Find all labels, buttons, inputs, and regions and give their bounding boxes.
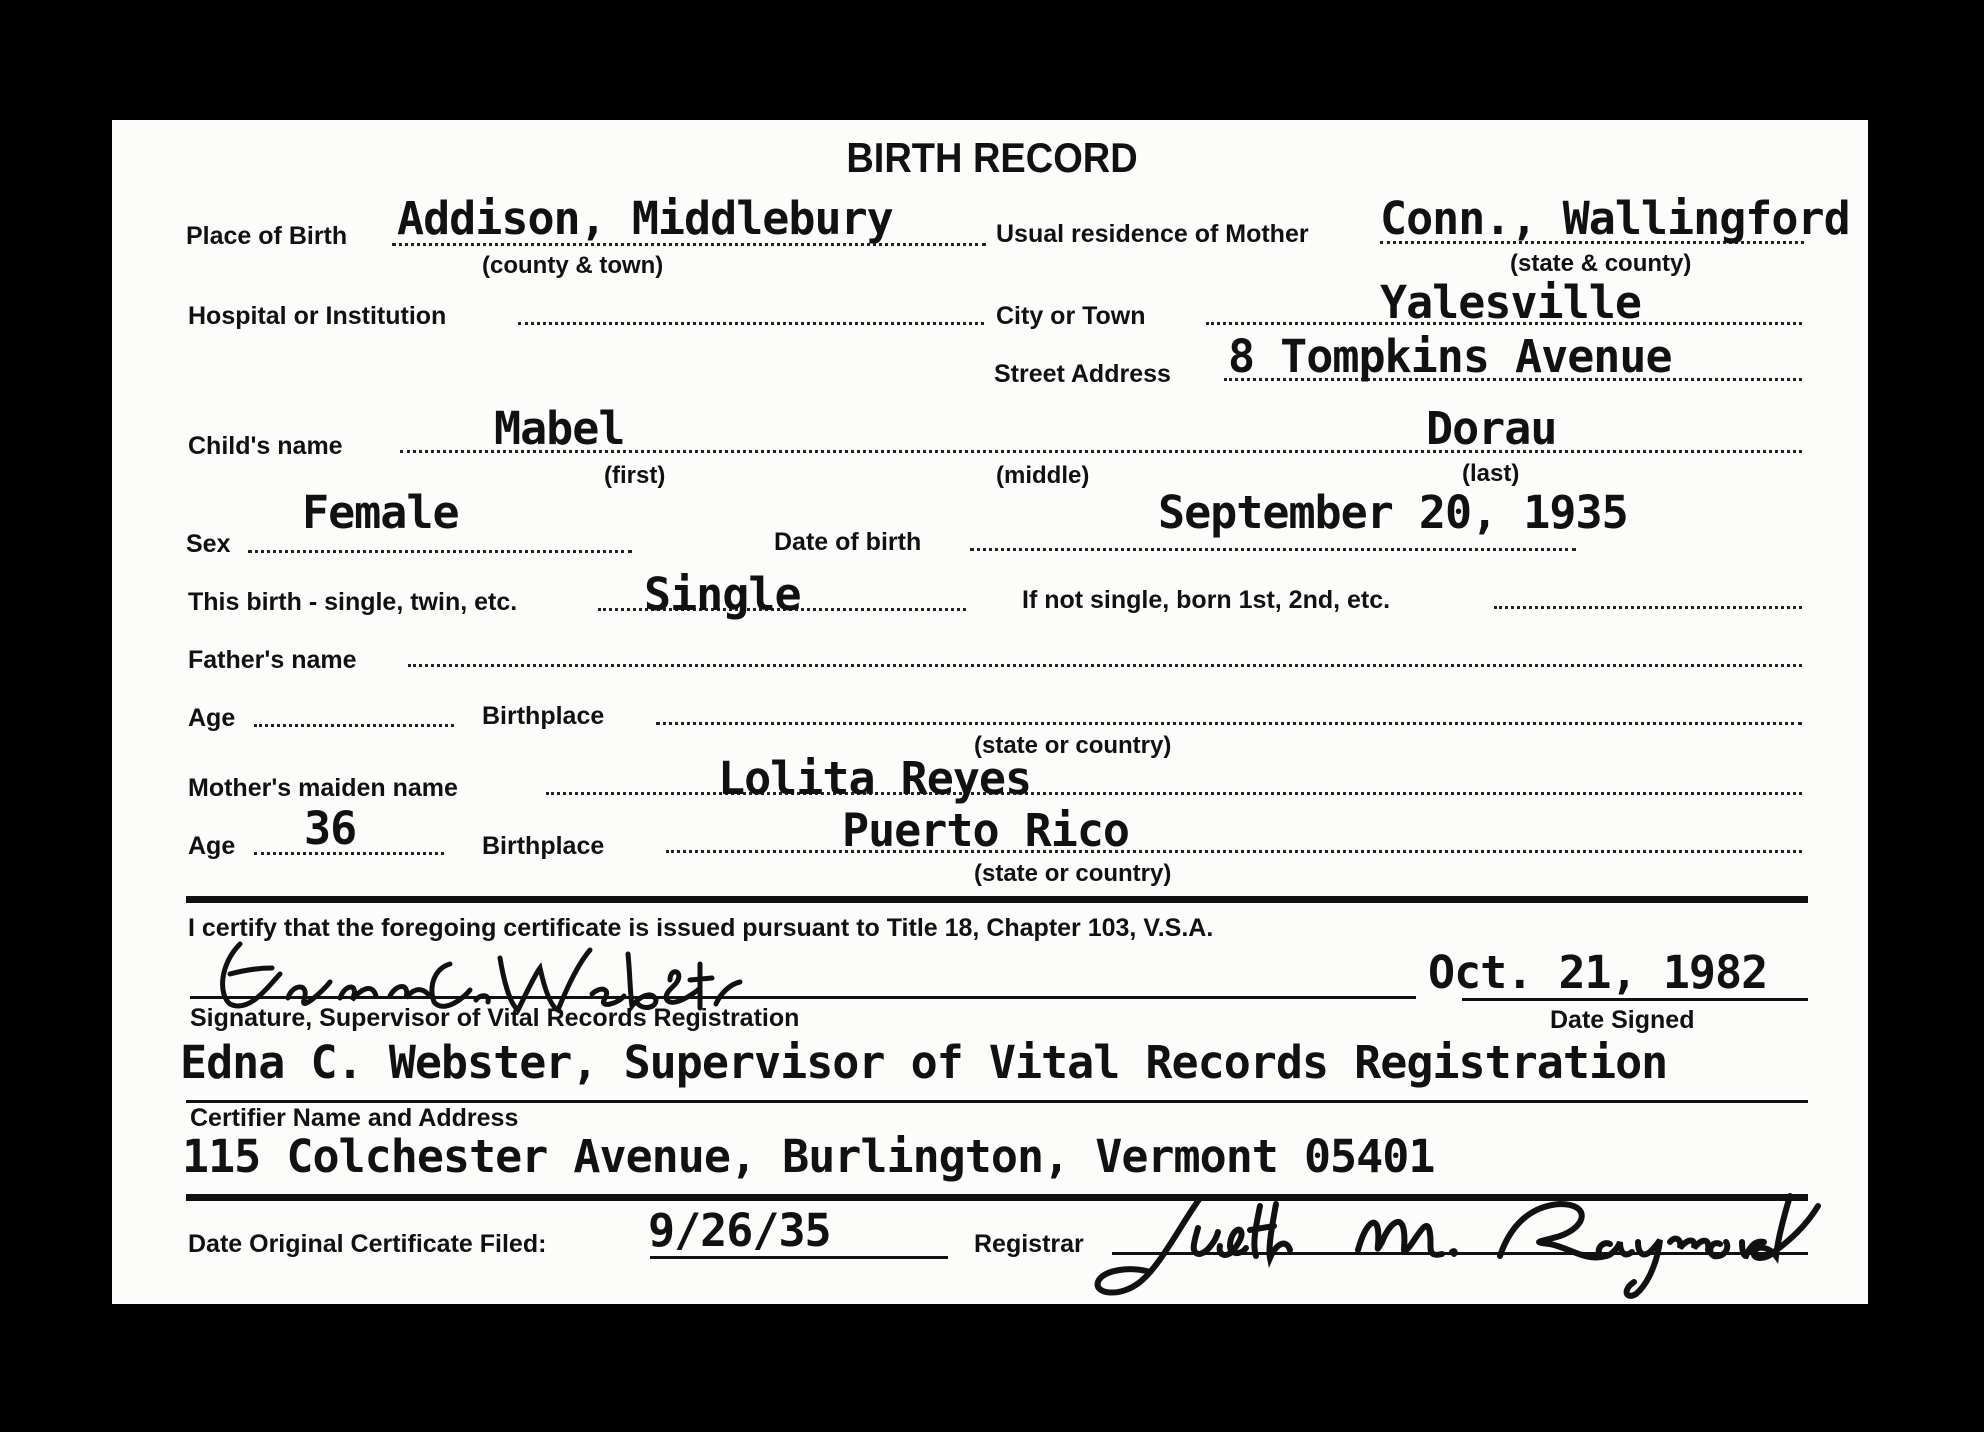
date-signed-line: [1462, 998, 1808, 1001]
registrar-label: Registrar: [974, 1230, 1084, 1258]
this-birth-label: This birth - single, twin, etc.: [188, 588, 518, 616]
date-of-birth-value: September 20, 1935: [1158, 486, 1628, 539]
mother-birthplace-value: Puerto Rico: [842, 804, 1130, 857]
registrar-signature: [1090, 1186, 1830, 1306]
signature-line: [190, 996, 1416, 999]
this-birth-value: Single: [644, 568, 801, 621]
fathers-name-line: [408, 664, 1802, 667]
hospital-line: [518, 322, 984, 325]
state-or-country-caption-2: (state or country): [974, 860, 1172, 887]
certify-statement: I certify that the foregoing certificate is issued pursuant to Title 18, Chapter 103, V.S.A.: [188, 914, 1214, 942]
middle-caption: (middle): [996, 462, 1090, 489]
mother-birthplace-label: Birthplace: [482, 832, 605, 860]
certifier-label: Certifier Name and Address: [190, 1104, 519, 1132]
father-age-line: [254, 724, 454, 727]
certifier-name-value: Edna C. Webster, Supervisor of Vital Records Registration: [180, 1036, 1668, 1089]
document-title: BIRTH RECORD: [846, 135, 1138, 183]
hospital-label: Hospital or Institution: [188, 302, 447, 330]
certifier-name-line: [186, 1100, 1808, 1103]
father-birthplace-label: Birthplace: [482, 702, 605, 730]
date-filed-label: Date Original Certificate Filed:: [188, 1230, 547, 1258]
street-address-value: 8 Tompkins Avenue: [1228, 330, 1672, 383]
usual-residence-label: Usual residence of Mother: [996, 220, 1309, 248]
fathers-name-label: Father's name: [188, 646, 357, 674]
signature-label: Signature, Supervisor of Vital Records Registration: [190, 1004, 800, 1032]
place-of-birth-label: Place of Birth: [186, 222, 348, 250]
first-caption: (first): [604, 462, 666, 489]
father-birthplace-line: [656, 722, 1802, 725]
county-town-caption: (county & town): [482, 252, 664, 279]
last-caption: (last): [1462, 460, 1520, 487]
mothers-maiden-name-value: Lolita Reyes: [718, 752, 1032, 805]
child-last-name-value: Dorau: [1426, 402, 1557, 455]
child-first-name-value: Mabel: [494, 402, 625, 455]
mothers-maiden-name-label: Mother's maiden name: [188, 774, 458, 802]
date-of-birth-line: [970, 548, 1576, 551]
date-signed-label: Date Signed: [1550, 1006, 1695, 1034]
father-age-label: Age: [188, 704, 236, 732]
sex-label: Sex: [186, 530, 231, 558]
certifier-address-value: 115 Colchester Avenue, Burlington, Vermont 05401: [182, 1130, 1435, 1183]
date-of-birth-label: Date of birth: [774, 528, 922, 556]
usual-residence-value: Conn., Wallingford: [1380, 192, 1850, 245]
mother-age-value: 36: [304, 802, 357, 855]
street-address-label: Street Address: [994, 360, 1171, 388]
place-of-birth-value: Addison, Middlebury: [397, 192, 893, 245]
if-not-single-label: If not single, born 1st, 2nd, etc.: [1022, 586, 1391, 614]
date-signed-value: Oct. 21, 1982: [1428, 946, 1768, 999]
state-county-caption: (state & county): [1510, 250, 1692, 277]
mother-age-label: Age: [188, 832, 236, 860]
city-town-value: Yalesville: [1380, 276, 1641, 329]
childs-name-label: Child's name: [188, 432, 343, 460]
if-not-single-line: [1494, 606, 1802, 609]
date-filed-value: 9/26/35: [648, 1204, 831, 1257]
sex-value: Female: [302, 486, 459, 539]
sex-line: [248, 550, 632, 553]
state-or-country-caption-1: (state or country): [974, 732, 1172, 759]
mother-birthplace-line: [666, 850, 1802, 853]
section-divider: [186, 896, 1808, 903]
date-filed-line: [650, 1256, 948, 1259]
city-town-label: City or Town: [996, 302, 1146, 330]
